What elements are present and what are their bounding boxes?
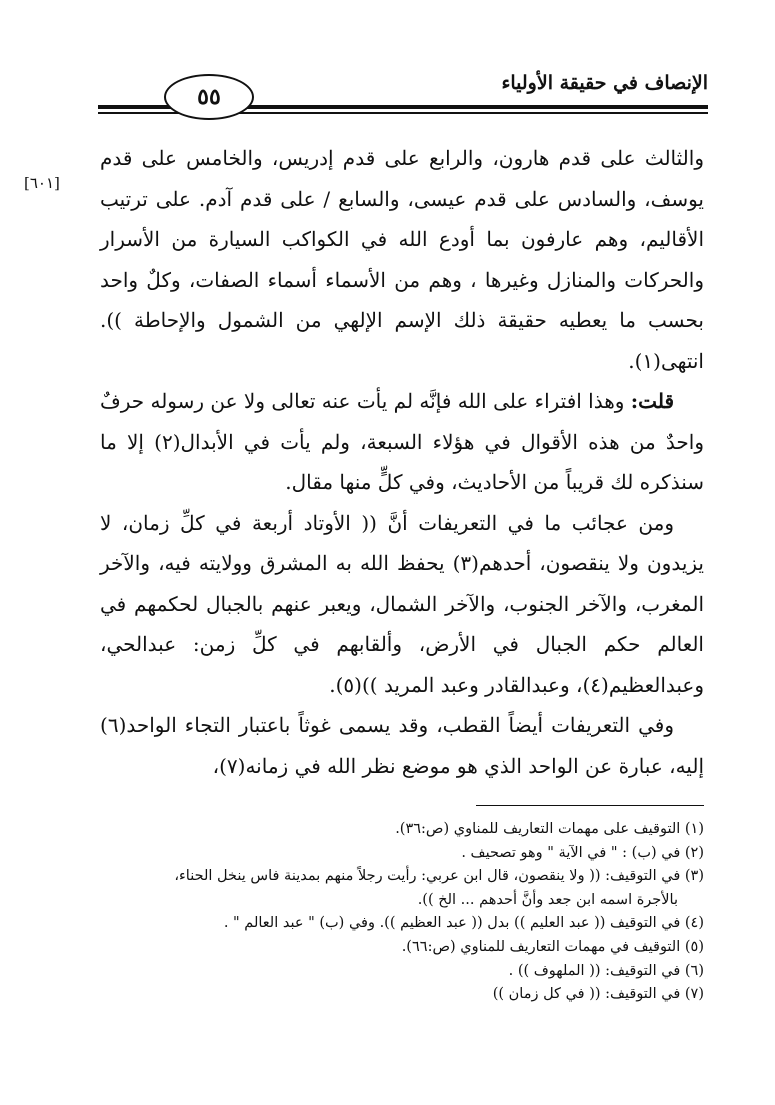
page-header: [98, 66, 708, 120]
paragraph-4: وفي التعريفات أيضاً القطب، وقد يسمى غوثاً باعتبار التجاء الواحد(٦) إليه، عبارة عن الواحد الذي هو موضع نظر الله في زمانه(٧)،: [100, 713, 704, 778]
body-text: [100, 138, 704, 786]
paragraph-1: والثالث على قدم هارون، والرابع على قدم إدريس، والخامس على قدم يوسف، والسادس على قدم عيسى، والسابع / على قدم آدم. على ترتيب الأقاليم، وهم عارفون بما أودع الله في الكواكب السيارة من الأسرار والحركات والمنازل وغيرها ، وهم من الأسماء أسماء الصفات، وكلٌ واحد بحسب ما يعطيه حقيقة ذلك الإسم الإلهي من الشمول والإحاطة )). انتهى(١).: [100, 146, 704, 373]
page-number: ٥٥: [164, 74, 254, 120]
footnote-5: (٥) التوقيف في مهمات التعاريف للمناوي (ص:٦٦).: [401, 938, 704, 955]
footnote-7: (٧) في التوقيف: (( في كل زمان )): [492, 986, 704, 1003]
footnote-4: (٤) في التوقيف (( عبد العليم )) بدل (( عبد العظيم )). وفي (ب) " عبد العالم " .: [223, 915, 704, 932]
footnotes: [100, 818, 704, 1007]
footnote-6: (٦) في التوقيف: (( الملهوف )) .: [508, 962, 704, 979]
margin-note: [٦٠١]: [24, 174, 60, 192]
paragraph-2-lead: قلت:: [630, 389, 674, 413]
paragraph-2: [100, 381, 704, 503]
footnote-3-continued: بالأجرة اسمه ابن جعد وأنَّ أحدهم ... الخ )).: [417, 891, 678, 908]
footnote-separator: [476, 805, 704, 806]
footnote-3: (٣) في التوقيف: (( ولا ينقصون، قال ابن عربي: رأيت رجلاً منهم بمدينة فاس ينخل الحناء،: [174, 868, 704, 885]
paragraph-2-text: وهذا افتراء على الله فإنَّه لم يأت عنه تعالى ولا عن رسوله حرفٌ واحدٌ من هذه الأقوال في هؤلاء السبعة، ولم يأت في الأبدال(٢) إلا ما سنذكره لك قريباً من الأحاديث، وفي كلٍّ منها مقال.: [100, 389, 704, 494]
paragraph-3: ومن عجائب ما في التعريفات أنَّ (( الأوتاد أربعة في كلِّ زمان، لا يزيدون ولا ينقصون، أحدهم(٣) يحفظ الله به المشرق وولايته فيه، والآخر المغرب، والآخر الجنوب، والآخر الشمال، ويعبر عنهم بالجبال لحكمهم في العالم حكم الجبال في الأرض، وألقابهم في كلِّ زمن: عبدالحي، وعبدالعظيم(٤)، وعبدالقادر وعبد المريد ))(٥).: [100, 510, 704, 697]
running-title: الإنصاف في حقيقة الأولياء: [501, 72, 708, 94]
footnote-2: (٢) في (ب) : " في الآية " وهو تصحيف .: [461, 844, 704, 861]
footnote-1: (١) التوقيف على مهمات التعاريف للمناوي (ص:٣٦).: [395, 821, 704, 837]
